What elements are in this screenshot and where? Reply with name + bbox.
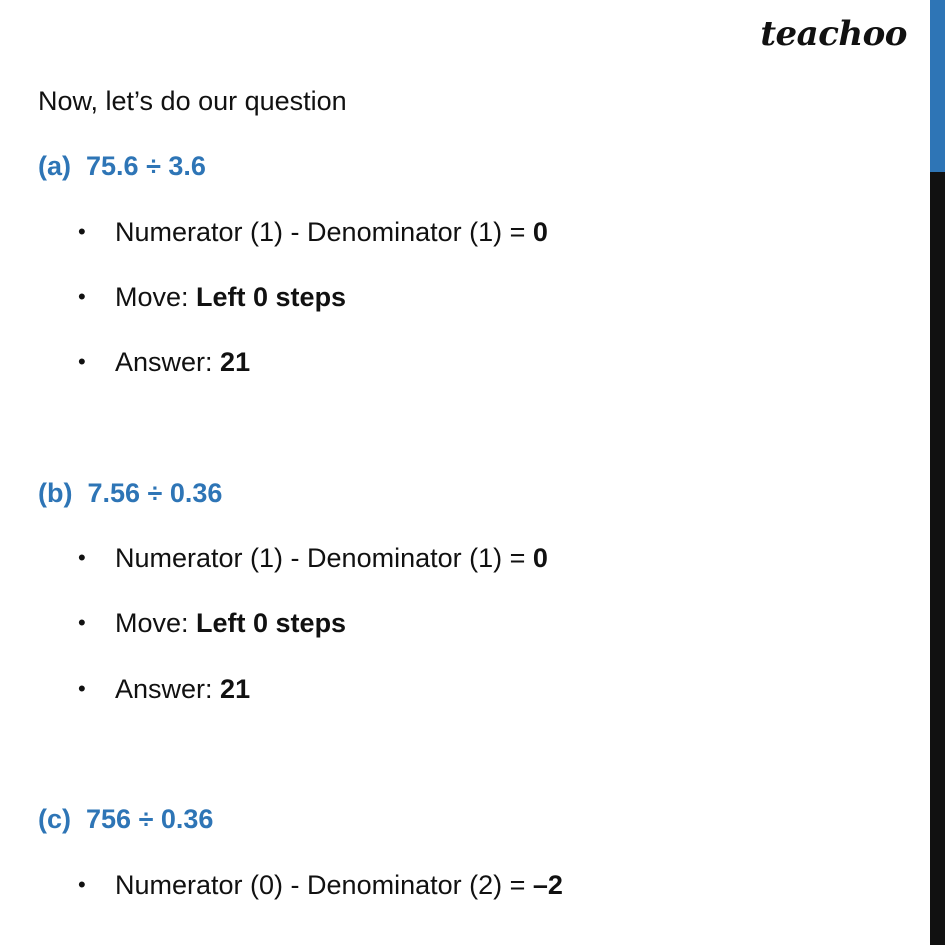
bullet-icon: • [78,349,86,374]
bullet-text: Numerator (1) - Denominator (1) = [115,217,533,247]
bullet-text: Numerator (0) - Denominator (2) = [115,870,533,900]
bullet-text: Move: [115,608,197,638]
bullet-icon: • [78,284,86,309]
teachoo-logo: teachoo [760,14,907,54]
bullet-text: Move: [115,282,197,312]
part-expression: 756 ÷ 0.36 [86,804,214,834]
bullet-icon: • [78,219,86,244]
list-item [78,608,346,639]
list-item [78,282,346,313]
list-item [78,347,250,378]
list-item [78,674,250,705]
list-item [78,870,563,901]
bullet-text: Numerator (1) - Denominator (1) = [115,543,533,573]
part-label: (a) [38,151,71,181]
bullet-icon: • [78,676,86,701]
bullet-icon: • [78,872,86,897]
bullet-value: 21 [220,347,251,377]
part-label: (c) [38,804,71,834]
bullet-value: –2 [532,870,563,900]
part-expression: 75.6 ÷ 3.6 [86,151,206,181]
bullet-icon: • [78,610,86,635]
bullet-value: 0 [532,543,548,573]
bullet-value: Left 0 steps [196,282,347,312]
part-b-heading [38,478,222,509]
bullet-text: Answer: [115,347,221,377]
part-label: (b) [38,478,73,508]
right-edge-bar-accent [930,0,945,172]
list-item [78,217,548,248]
bullet-value: 0 [532,217,548,247]
bullet-text: Answer: [115,674,221,704]
intro-text: Now, let’s do our question [38,86,347,116]
part-c-heading [38,804,213,835]
bullet-value: Left 0 steps [196,608,347,638]
list-item [78,543,548,574]
bullet-icon: • [78,545,86,570]
part-expression: 7.56 ÷ 0.36 [87,478,223,508]
bullet-value: 21 [220,674,251,704]
part-a-heading [38,151,206,182]
